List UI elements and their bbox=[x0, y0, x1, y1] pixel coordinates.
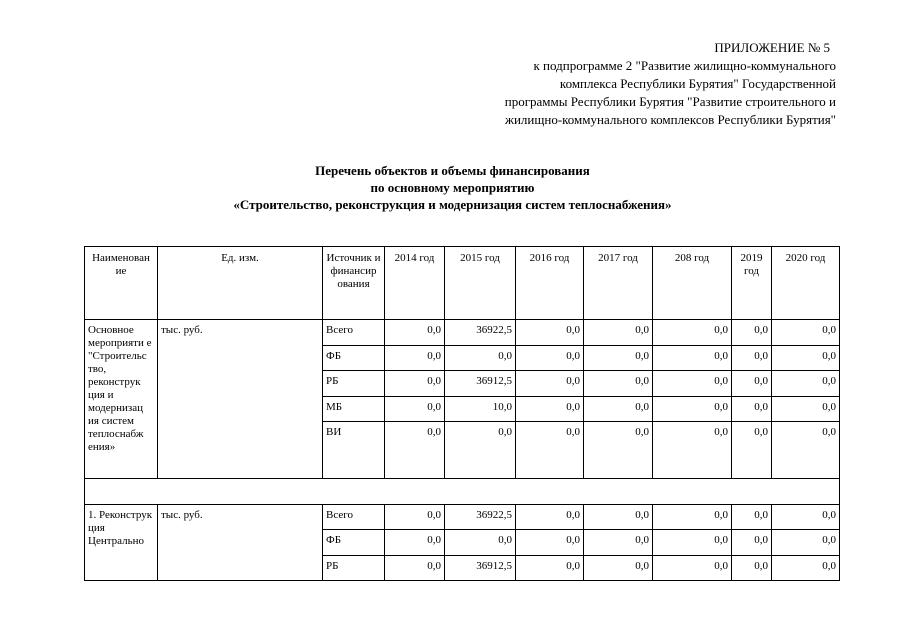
amount-cell: 0,0 bbox=[385, 555, 445, 581]
amount-cell: 0,0 bbox=[772, 555, 840, 581]
amount-cell: 0,0 bbox=[653, 396, 732, 422]
separator-cell bbox=[85, 479, 840, 505]
amount-cell: 0,0 bbox=[445, 345, 516, 371]
appendix-line: к подпрограмме 2 "Развитие жилищно-коммунального bbox=[533, 58, 836, 73]
amount-cell: 0,0 bbox=[385, 371, 445, 397]
appendix-number: ПРИЛОЖЕНИЕ № 5 bbox=[714, 40, 830, 55]
column-header: 2014 год bbox=[385, 247, 445, 320]
object-name-cell: Основное мероприяти е "Строительс тво, реконструк ция и модернизац ия систем теплоснабж ения» bbox=[85, 320, 158, 479]
funding-source-cell: МБ bbox=[323, 396, 385, 422]
amount-cell: 0,0 bbox=[732, 345, 772, 371]
amount-cell: 0,0 bbox=[516, 555, 584, 581]
financing-table bbox=[84, 246, 840, 581]
title-line: «Строительство, реконструкция и модернизация систем теплоснабжения» bbox=[233, 197, 672, 212]
funding-source-cell: Всего bbox=[323, 320, 385, 346]
funding-source-cell: ВИ bbox=[323, 422, 385, 479]
amount-cell: 0,0 bbox=[772, 504, 840, 530]
amount-cell: 36912,5 bbox=[445, 371, 516, 397]
amount-cell: 0,0 bbox=[385, 530, 445, 556]
amount-cell: 0,0 bbox=[385, 320, 445, 346]
column-header: 2020 год bbox=[772, 247, 840, 320]
amount-cell: 0,0 bbox=[653, 504, 732, 530]
funding-source-cell: ФБ bbox=[323, 530, 385, 556]
amount-cell: 0,0 bbox=[584, 504, 653, 530]
column-header: 2019 год bbox=[732, 247, 772, 320]
column-header: Наименован ие bbox=[85, 247, 158, 320]
funding-source-cell: Всего bbox=[323, 504, 385, 530]
table-header-row bbox=[85, 247, 840, 320]
amount-cell: 0,0 bbox=[772, 530, 840, 556]
amount-cell: 0,0 bbox=[732, 422, 772, 479]
appendix-line: программы Республики Бурятия "Развитие строительного и bbox=[504, 94, 836, 109]
column-header: 2015 год bbox=[445, 247, 516, 320]
amount-cell: 0,0 bbox=[584, 555, 653, 581]
amount-cell: 0,0 bbox=[516, 371, 584, 397]
amount-cell: 0,0 bbox=[653, 320, 732, 346]
unit-cell: тыс. руб. bbox=[158, 504, 323, 581]
table-row bbox=[85, 504, 840, 530]
amount-cell: 0,0 bbox=[653, 555, 732, 581]
amount-cell: 0,0 bbox=[516, 422, 584, 479]
amount-cell: 0,0 bbox=[445, 530, 516, 556]
amount-cell: 36922,5 bbox=[445, 504, 516, 530]
appendix-header bbox=[505, 39, 836, 129]
amount-cell: 0,0 bbox=[516, 530, 584, 556]
amount-cell: 0,0 bbox=[584, 422, 653, 479]
column-header: 2016 год bbox=[516, 247, 584, 320]
amount-cell: 36922,5 bbox=[445, 320, 516, 346]
amount-cell: 0,0 bbox=[385, 345, 445, 371]
appendix-line: жилищно-коммунального комплексов Республики Бурятия" bbox=[504, 112, 836, 127]
amount-cell: 0,0 bbox=[732, 555, 772, 581]
funding-source-cell: ФБ bbox=[323, 345, 385, 371]
amount-cell: 0,0 bbox=[732, 530, 772, 556]
amount-cell: 0,0 bbox=[653, 345, 732, 371]
amount-cell: 0,0 bbox=[516, 504, 584, 530]
amount-cell: 0,0 bbox=[772, 422, 840, 479]
amount-cell: 0,0 bbox=[445, 422, 516, 479]
amount-cell: 0,0 bbox=[732, 504, 772, 530]
amount-cell: 0,0 bbox=[732, 396, 772, 422]
amount-cell: 0,0 bbox=[732, 320, 772, 346]
funding-source-cell: РБ bbox=[323, 371, 385, 397]
title-line: по основному мероприятию bbox=[370, 180, 535, 195]
amount-cell: 0,0 bbox=[385, 504, 445, 530]
object-name-cell: 1. Реконструк ция Центрально bbox=[85, 504, 158, 581]
funding-source-cell: РБ bbox=[323, 555, 385, 581]
table-row bbox=[85, 320, 840, 346]
column-header: Ед. изм. bbox=[158, 247, 323, 320]
amount-cell: 36912,5 bbox=[445, 555, 516, 581]
column-header: 2017 год bbox=[584, 247, 653, 320]
amount-cell: 0,0 bbox=[653, 422, 732, 479]
amount-cell: 0,0 bbox=[385, 396, 445, 422]
amount-cell: 0,0 bbox=[653, 530, 732, 556]
column-header: Источник и финансир ования bbox=[323, 247, 385, 320]
amount-cell: 0,0 bbox=[584, 320, 653, 346]
amount-cell: 10,0 bbox=[445, 396, 516, 422]
column-header: 208 год bbox=[653, 247, 732, 320]
unit-cell: тыс. руб. bbox=[158, 320, 323, 479]
amount-cell: 0,0 bbox=[653, 371, 732, 397]
table-body bbox=[85, 320, 840, 581]
amount-cell: 0,0 bbox=[772, 345, 840, 371]
amount-cell: 0,0 bbox=[584, 345, 653, 371]
amount-cell: 0,0 bbox=[772, 320, 840, 346]
amount-cell: 0,0 bbox=[772, 371, 840, 397]
appendix-line: комплекса Республики Бурятия" Государственной bbox=[559, 76, 836, 91]
amount-cell: 0,0 bbox=[584, 396, 653, 422]
amount-cell: 0,0 bbox=[385, 422, 445, 479]
amount-cell: 0,0 bbox=[584, 530, 653, 556]
group-separator bbox=[85, 479, 840, 505]
amount-cell: 0,0 bbox=[732, 371, 772, 397]
amount-cell: 0,0 bbox=[772, 396, 840, 422]
amount-cell: 0,0 bbox=[516, 345, 584, 371]
amount-cell: 0,0 bbox=[516, 320, 584, 346]
amount-cell: 0,0 bbox=[584, 371, 653, 397]
title-line: Перечень объектов и объемы финансирования bbox=[315, 163, 590, 178]
amount-cell: 0,0 bbox=[516, 396, 584, 422]
document-title bbox=[0, 162, 905, 213]
